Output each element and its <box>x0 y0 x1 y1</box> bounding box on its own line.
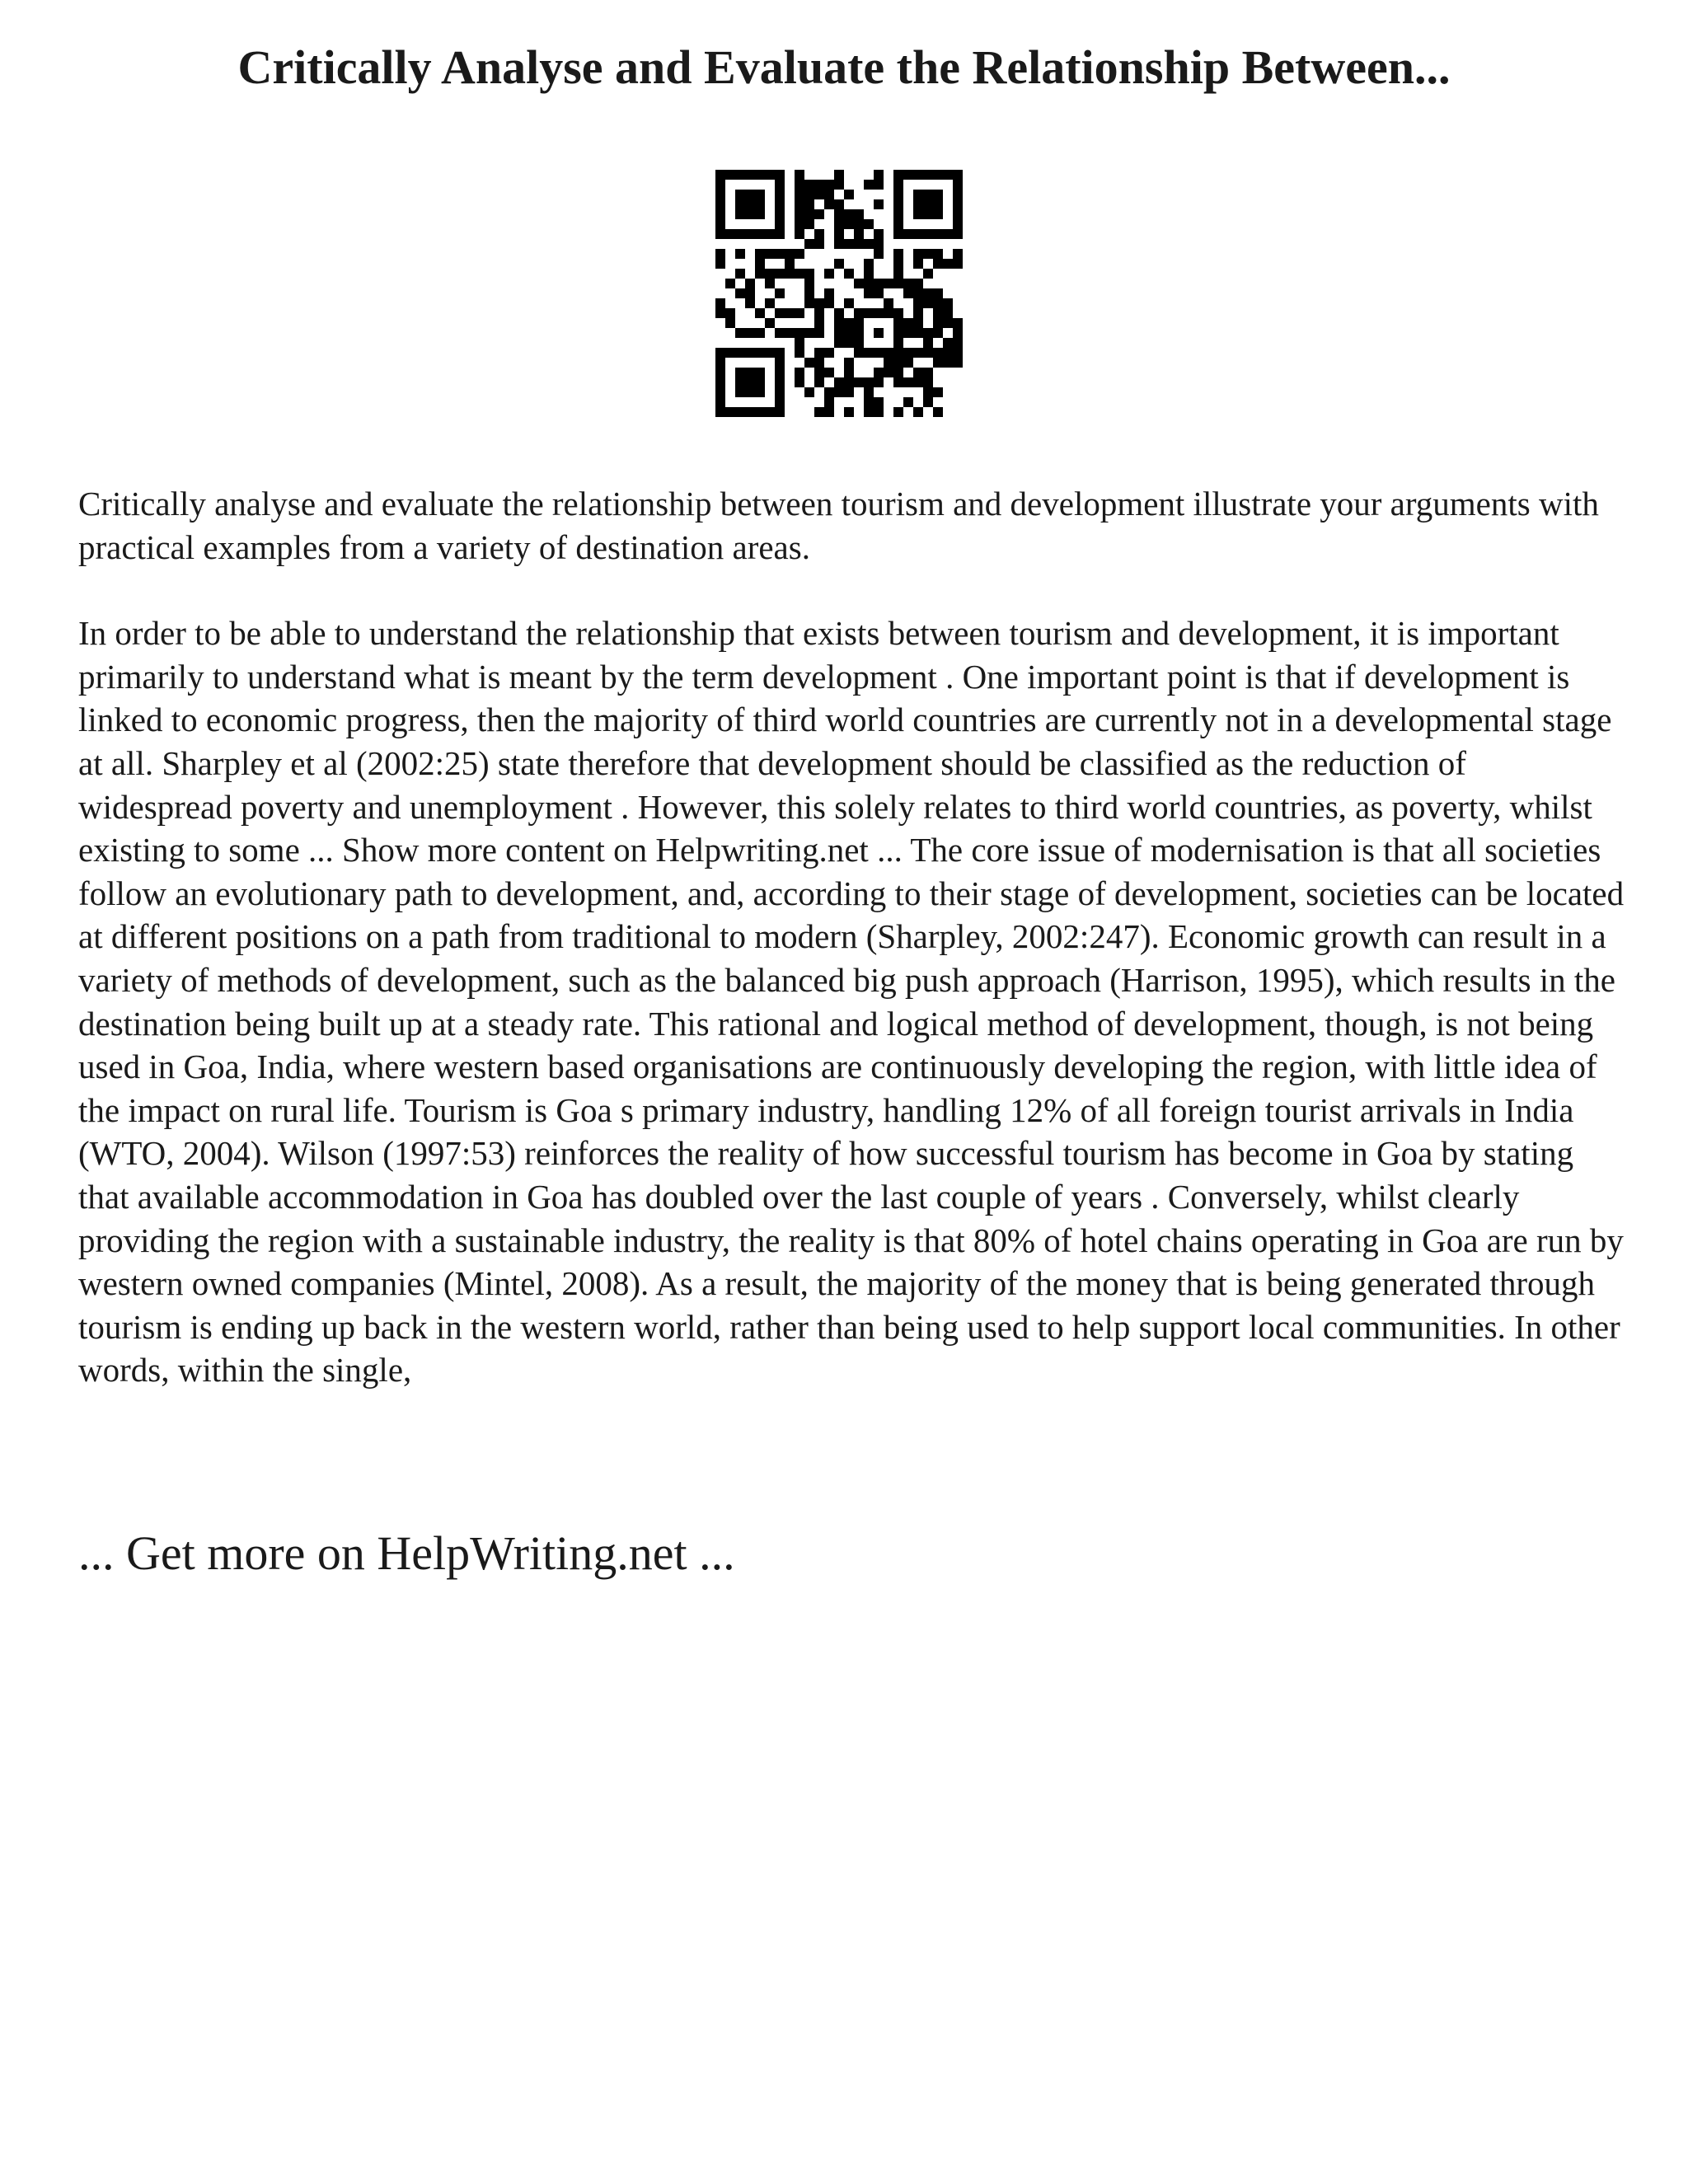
document-content <box>78 482 1628 1392</box>
essay-prompt: Critically analyse and evaluate the relationship between tourism and development illustrate your arguments with practical examples from a variety of destination areas. <box>78 485 1599 566</box>
essay-body: In order to be able to understand the relationship that exists between tourism and development, it is important primarily to understand what is meant by the term development . One important point is that if development is linked to economic progress, then the majority of third world countries are currently not in a developmental stage at all. Sharpley et al (2002:25) state therefore that development should be classified as the reduction of widespread poverty and unemployment . However, this solely relates to third world countries, as poverty, whilst existing to some ... Show more content on Helpwriting.net ... The core issue of modernisation is that all societies follow an evolutionary path to development, and, according to their stage of development, societies can be located at different positions on a path from traditional to modern (Sharpley, 2002:247). Economic growth can result in a variety of methods of development, such as the balanced big push approach (Harrison, 1995), which results in the destination being built up at a steady rate. This rational and logical method of development, though, is not being used in Goa, India, where western based organisations are continuously developing the region, with little idea of the impact on rural life. Tourism is Goa s primary industry, handling 12% of all foreign tourist arrivals in India (WTO, 2004). Wilson (1997:53) reinforces the reality of how successful tourism has become in Goa by stating that available accommodation in Goa has doubled over the last couple of years . Conversely, whilst clearly providing the region with a sustainable industry, the reality is that 80% of hotel chains operating in Goa are run by western owned companies (Mintel, 2008). As a result, the majority of the money that is being generated through tourism is ending up back in the western world, rather than being used to help support local communities. In other words, within the single, <box>78 614 1625 1390</box>
page-title: Critically Analyse and Evaluate the Relationship Between... <box>237 40 1451 94</box>
qr-code-icon <box>715 170 963 417</box>
get-more-link[interactable]: ... Get more on HelpWriting.net ... <box>78 1526 735 1580</box>
